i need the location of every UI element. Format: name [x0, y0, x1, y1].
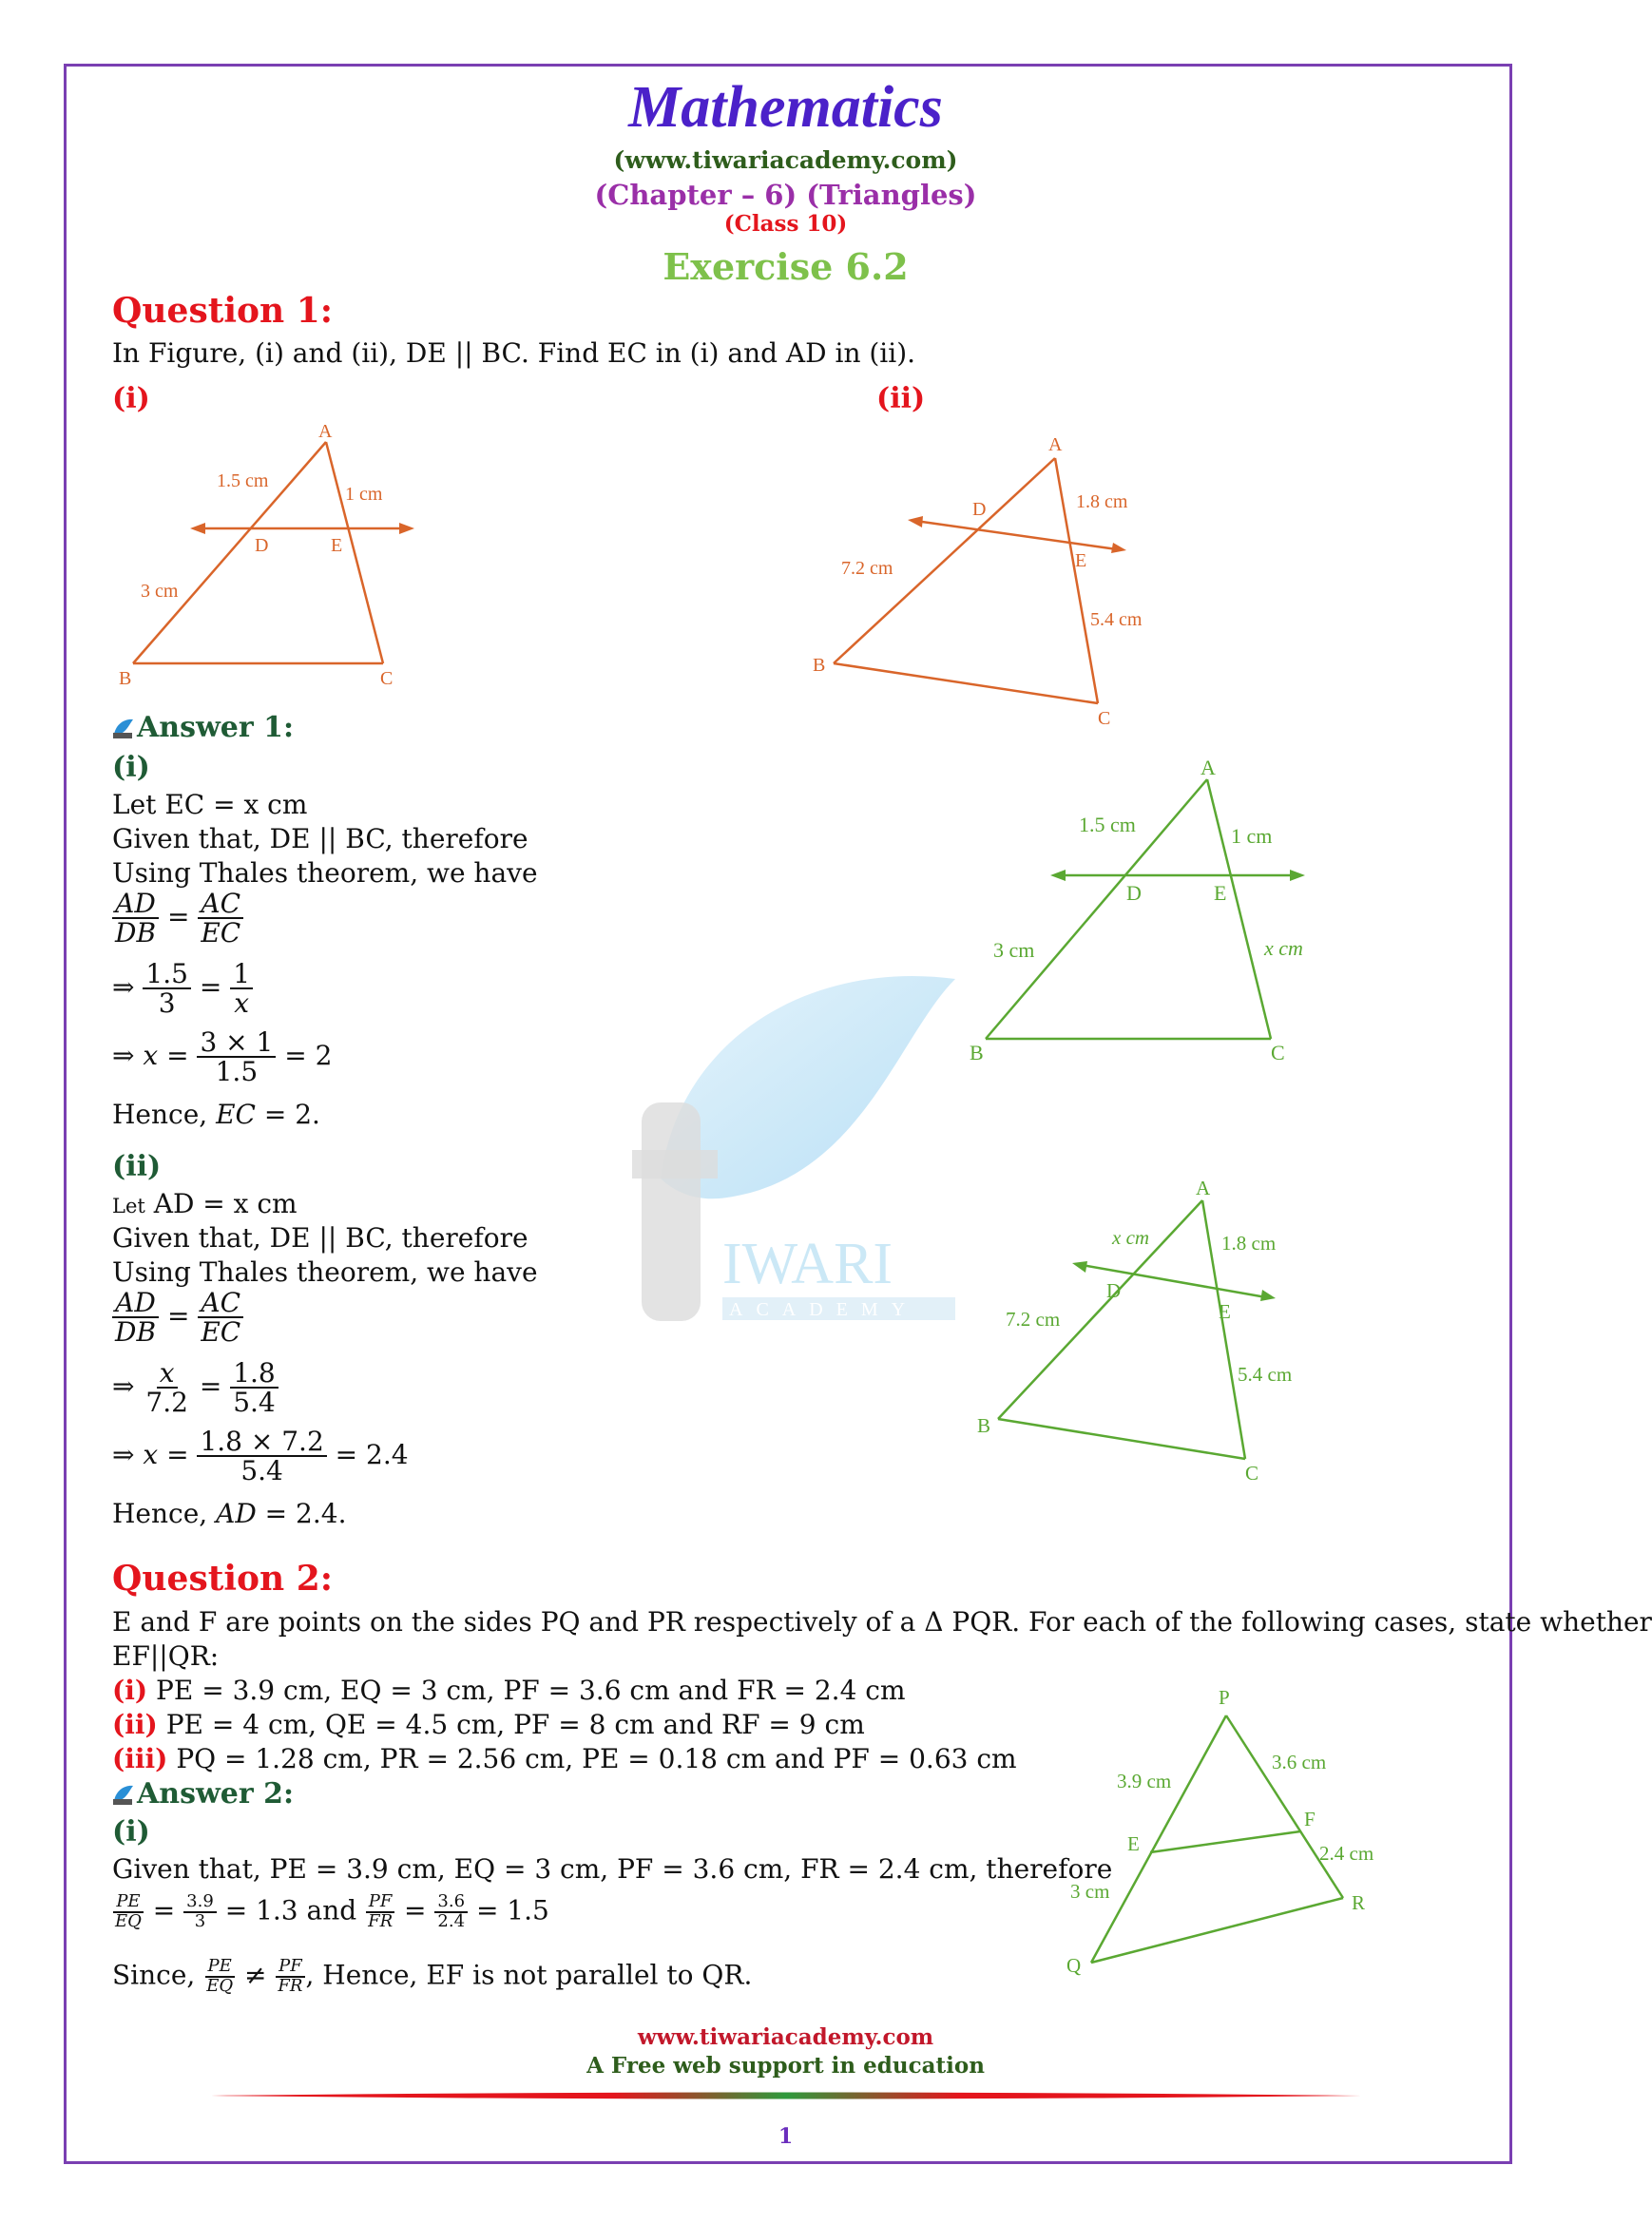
a1-i-equation-2: ⇒ $\frac{1.5}{3}$ = $\frac{1}{x}$: [112, 960, 253, 1018]
a1-part-ii-label: (ii): [112, 1150, 162, 1183]
q1-fig-label-ii: (ii): [876, 382, 926, 415]
tiwari-logo-icon: [110, 1782, 135, 1807]
svg-text:E: E: [1127, 1832, 1140, 1855]
a1-i-line3: Using Thales theorem, we have: [112, 857, 538, 889]
svg-text:P: P: [1219, 1686, 1230, 1709]
svg-text:B: B: [977, 1414, 991, 1437]
svg-text:A: A: [1048, 434, 1063, 455]
a2-part-i-label: (i): [112, 1815, 150, 1849]
svg-text:3.9 cm: 3.9 cm: [1117, 1770, 1172, 1792]
svg-text:1 cm: 1 cm: [345, 484, 383, 505]
svg-text:1.5 cm: 1.5 cm: [217, 470, 269, 491]
a2-ratios: $\frac{PE}{EQ}$ = $\frac{3.9}{3}$ = 1.3 and $\frac{PF}{FR}$ = $\frac{3.6}{2.4}$ = 1.5: [115, 1891, 549, 1931]
q1-figure-ii: [803, 428, 1155, 732]
svg-text:IWARI: IWARI: [722, 1232, 893, 1296]
svg-text:C: C: [380, 668, 394, 689]
answer-1-heading: Answer 1:: [110, 711, 294, 744]
a1-i-line1: Let EC = x cm: [112, 789, 308, 820]
svg-text:7.2 cm: 7.2 cm: [841, 558, 893, 579]
answer-2-heading: Answer 2:: [110, 1777, 294, 1811]
svg-text:D: D: [1106, 1279, 1122, 1302]
svg-text:3 cm: 3 cm: [1070, 1880, 1110, 1903]
site-url: (www.tiwariacademy.com): [613, 146, 958, 174]
tiwari-logo-icon: [110, 716, 135, 740]
svg-text:B: B: [970, 1041, 984, 1064]
svg-text:E: E: [1214, 881, 1227, 905]
svg-text:E: E: [1075, 550, 1087, 571]
q1-figure-i: [114, 418, 428, 694]
svg-text:3 cm: 3 cm: [993, 938, 1035, 962]
a1-part-i-label: (i): [112, 751, 150, 784]
question-1-heading: Question 1:: [112, 291, 334, 331]
svg-text:3 cm: 3 cm: [141, 581, 179, 602]
q2-case-i: (i) PE = 3.9 cm, EQ = 3 cm, PF = 3.6 cm and FR = 2.4 cm: [112, 1675, 906, 1706]
a1-ii-equation-3: ⇒ x = $\frac{1.8 \times 7.2}{5.4}$ = 2.4: [112, 1426, 409, 1487]
a1-i-equation-3: ⇒ x = $\frac{3 \times 1}{1.5}$ = 2: [112, 1026, 333, 1088]
svg-text:E: E: [331, 535, 343, 556]
svg-text:A: A: [1201, 756, 1216, 779]
svg-text:1 cm: 1 cm: [1231, 824, 1273, 848]
a1-figure-i: [965, 756, 1316, 1069]
page-title: Mathematics: [628, 75, 943, 140]
q2-case-iii: (iii) PQ = 1.28 cm, PR = 2.56 cm, PE = 0.18 cm and PF = 0.63 cm: [112, 1743, 1017, 1774]
svg-text:C: C: [1245, 1462, 1259, 1485]
svg-text:R: R: [1352, 1891, 1366, 1914]
footer-tagline: A Free web support in education: [586, 2053, 985, 2079]
svg-text:2.4 cm: 2.4 cm: [1319, 1842, 1374, 1865]
q2-figure: [1055, 1677, 1378, 1986]
svg-text:1.5 cm: 1.5 cm: [1079, 813, 1136, 836]
question-2-heading: Question 2:: [112, 1559, 334, 1599]
svg-text:1.8 cm: 1.8 cm: [1221, 1232, 1277, 1255]
a1-figure-ii: [970, 1174, 1293, 1487]
page-number: 1: [778, 2124, 794, 2149]
chapter-title: (Chapter – 6) (Triangles): [594, 179, 977, 211]
q2-case-ii: (ii) PE = 4 cm, QE = 4.5 cm, PF = 8 cm and RF = 9 cm: [112, 1709, 865, 1740]
question-1-text: In Figure, (i) and (ii), DE || BC. Find EC in (i) and AD in (ii).: [112, 337, 916, 369]
watermark-logo: [623, 960, 955, 1331]
a1-ii-equation-1: $\frac{AD}{DB}$ = $\frac{AC}{EC}$: [112, 1289, 243, 1347]
svg-text:F: F: [1304, 1808, 1316, 1830]
a1-ii-line1: Let AD = x cm: [112, 1188, 298, 1219]
svg-text:5.4 cm: 5.4 cm: [1090, 609, 1143, 630]
a1-ii-line3: Using Thales theorem, we have: [112, 1256, 538, 1288]
exercise-title: Exercise 6.2: [663, 245, 909, 288]
a1-i-line2: Given that, DE || BC, therefore: [112, 823, 528, 854]
question-2-text-line2: EF||QR:: [112, 1640, 220, 1672]
svg-text:ACADEMY: ACADEMY: [729, 1299, 919, 1320]
svg-text:C: C: [1271, 1041, 1285, 1064]
class-label: (Class 10): [723, 211, 848, 237]
svg-text:7.2 cm: 7.2 cm: [1006, 1308, 1061, 1331]
svg-text:D: D: [1126, 881, 1142, 905]
a1-i-conclusion: Hence, EC = 2.: [112, 1099, 320, 1130]
a2-conclusion: Since, $\frac{PE}{EQ}$ ≠ $\frac{PF}{FR}$ , Hence, EF is not parallel to QR.: [112, 1956, 753, 1996]
footer-divider: [211, 2091, 1361, 2102]
svg-text:D: D: [972, 499, 987, 520]
svg-text:E: E: [1219, 1300, 1231, 1323]
svg-text:A: A: [318, 421, 333, 442]
svg-text:x cm: x cm: [1264, 936, 1303, 960]
a1-ii-line2: Given that, DE || BC, therefore: [112, 1222, 528, 1254]
a2-given: Given that, PE = 3.9 cm, EQ = 3 cm, PF = 3.6 cm, FR = 2.4 cm, therefore: [112, 1853, 1113, 1885]
svg-text:C: C: [1098, 708, 1111, 729]
svg-text:1.8 cm: 1.8 cm: [1076, 491, 1128, 512]
svg-text:Q: Q: [1066, 1954, 1082, 1977]
svg-text:D: D: [255, 535, 269, 556]
question-2-text-line1: E and F are points on the sides PQ and PR respectively of a Δ PQR. For each of the following cases, state whether: [112, 1606, 1652, 1638]
svg-text:B: B: [813, 655, 826, 676]
svg-text:5.4 cm: 5.4 cm: [1238, 1363, 1293, 1386]
svg-text:x cm: x cm: [1112, 1226, 1150, 1249]
svg-text:B: B: [119, 668, 132, 689]
q1-fig-label-i: (i): [112, 382, 150, 415]
svg-text:A: A: [1196, 1177, 1211, 1199]
a1-i-equation-1: $\frac{AD}{DB}$ = $\frac{AC}{EC}$: [112, 890, 243, 948]
a1-ii-conclusion: Hence, AD = 2.4.: [112, 1498, 347, 1529]
footer-url[interactable]: www.tiwariacademy.com: [637, 2024, 934, 2050]
svg-text:3.6 cm: 3.6 cm: [1272, 1751, 1327, 1773]
a1-ii-equation-2: ⇒ $\frac{x}{7.2}$ = $\frac{1.8}{5.4}$: [112, 1359, 279, 1417]
